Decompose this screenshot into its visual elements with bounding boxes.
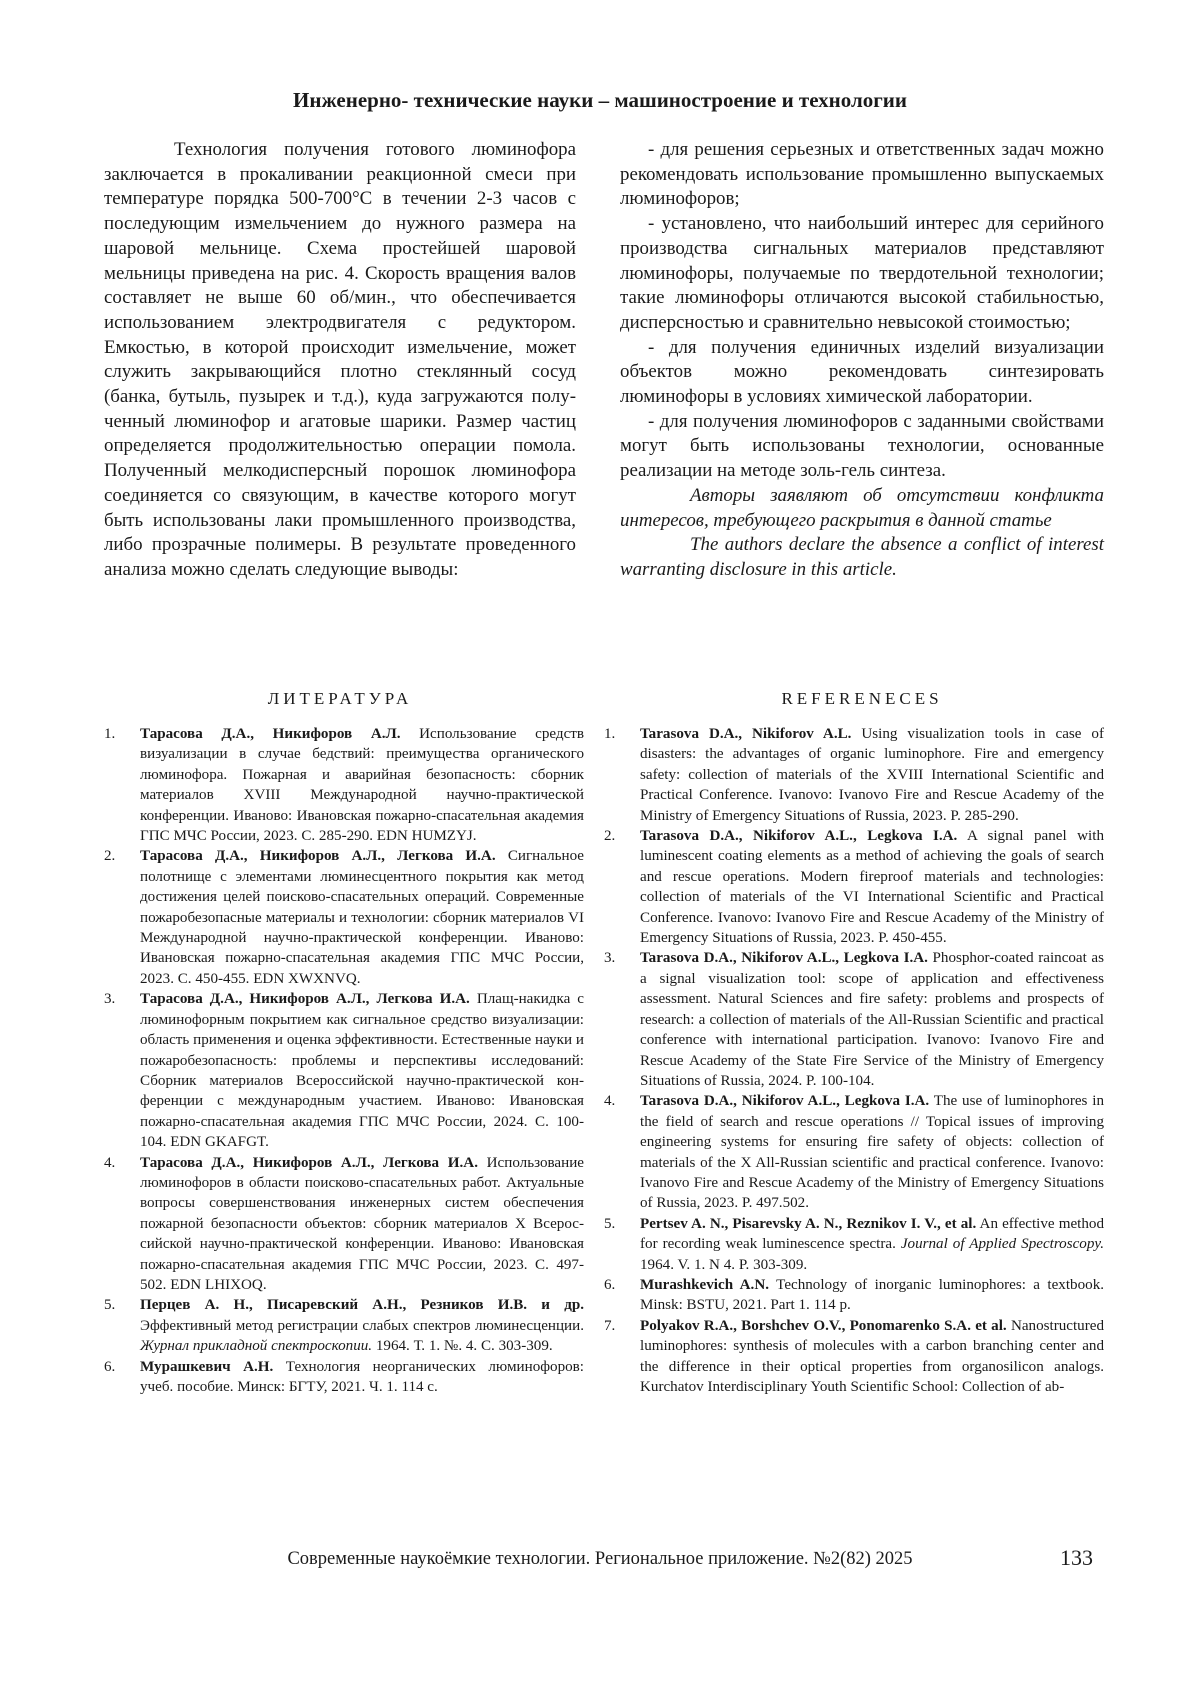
literature-item <box>104 1357 584 1398</box>
ref-journal: Journal of Applied Spectroscopy. <box>900 1236 1105 1253</box>
ref-number: 2. <box>104 848 116 865</box>
page-number: 133 <box>1060 1545 1093 1570</box>
ref-text-tail: 1964. V. 1. N 4. P. 303-309. <box>640 1256 808 1273</box>
ref-text: An effective method for recording weak luminescence spectra. <box>640 1215 1104 1253</box>
ref-number: 3. <box>104 991 116 1008</box>
literature-list <box>104 724 584 1397</box>
journal-footer: Современные наукоёмкие технологии. Региональное приложение. №2(82) 2025 <box>287 1549 913 1569</box>
ref-authors: Мурашкевич А.Н. <box>140 1358 274 1375</box>
conclusion-item: - для решения серьезных и ответственных задач можно рекомендовать использование промышленно выпускаемых люминофоров; <box>620 139 1104 210</box>
ref-text: Сигнальное полотнище с элементами люминесцентного покрытия как метод достижения целей поисково-спасательных операций. Современные пожаробезопасные материалы и технологии: сборник материалов VI Международной научно-практической конференции. Иваново: Ивановская пожарно-спасательная академия ГПС МЧС России, 2023. С. 450-455. EDN XWXNVQ. <box>140 848 584 987</box>
ref-text: Плащ-накидка с люминофорным покрытием как сигнальное средство визуализации: область применения и оценка эффективности. Естественные науки и пожаробезопасность: проблемы и перспективы исследований: Сборник материалов Всероссийской научно-практической конференции с международным участием. Иваново: Ивановская пожарно-спасательная академия ГПС МЧС России, 2024. С. 100-104. EDN GKAFGT. <box>140 991 584 1151</box>
ref-authors: Tarasova D.A., Nikiforov A.L. <box>640 726 852 742</box>
conclusion-item: - установлено, что наибольший интерес для серийного производства сигнальных материалов представляют люминофоры, получаемые по твердотельной технологии; такие люминофоры отличаются высокой стабильностью, дисперсностью и сравнительно невысокой стоимостью; <box>620 213 1104 333</box>
ref-authors: Тарасова Д.А., Никифоров А.Л. <box>140 726 401 742</box>
ref-text: Технология неорганических люминофоров: учеб. пособие. Минск: БГТУ, 2021. Ч. 1. 114 с. <box>140 1358 584 1395</box>
ref-text: Nanostructured luminophores: synthesis of molecules with a carbon branching center and the difference in their optical properties from organosilicon analogs. Kurchatov Interdisciplinary Youth Scientific School: Collection of ab- <box>640 1317 1104 1395</box>
conflict-statement-ru: Авторы заявляют об отсутствии конфликта интересов, требующего раскрытия в данной статье <box>620 484 1104 531</box>
ref-number: 3. <box>604 950 616 967</box>
reference-item <box>604 1091 1104 1213</box>
body-right-column <box>620 138 1104 583</box>
conclusion-item: - для получения единичных изделий визуализации объектов можно рекомендовать синтезировать люминофоры в условиях химической лаборатории. <box>620 336 1104 408</box>
ref-text: Phosphor-coated raincoat as a signal visualization tool: scope of application and effectiveness assessment. Natural Sciences and fire safety: problems and prospects of research: a collection of materials of the All-Russian Scientific and practical conference with international participation. Ivanovo: Ivanovo Fire and Rescue Academy of the State Fire Service of the Ministry of Emergency Situations of Russia, 2024. P. 100-104. <box>640 950 1104 1089</box>
ref-number: 1. <box>604 726 616 742</box>
ref-number: 6. <box>104 1358 116 1375</box>
reference-item <box>604 1275 1104 1316</box>
ref-text: Эффективный метод регистрации слабых спектров люминесценции. <box>140 1317 584 1334</box>
ref-authors: Murashkevich A.N. <box>640 1276 770 1293</box>
ref-authors: Tarasova D.A., Nikiforov A.L., Legkova I.A. <box>640 828 958 845</box>
ref-authors: Тарасова Д.А., Никифоров А.Л., Легкова И.А. <box>140 991 470 1008</box>
ref-authors: Перцев А. Н., Писаревский А.Н., Резников И.В. и др. <box>140 1297 584 1314</box>
running-header: Инженерно- технические науки – машиностроение и технологии <box>293 88 907 112</box>
reference-item <box>604 826 1104 948</box>
ref-number: 7. <box>604 1317 616 1334</box>
reference-item <box>604 948 1104 1091</box>
conclusion-item: - для получения люминофоров с заданными свойствами могут быть использованы технологии, основанные реализации на методе золь-гель синтеза. <box>620 410 1104 482</box>
literature-heading: ЛИТЕРАТУРА <box>267 689 413 708</box>
reference-item <box>604 724 1104 826</box>
ref-text-tail: 1964. Т. 1. №. 4. С. 303-309. <box>372 1338 553 1355</box>
ref-text: Technology of inorganic luminophores: a textbook. Minsk: BSTU, 2021. Part 1. 114 p. <box>640 1276 1105 1314</box>
conflict-statement-en: The authors declare the absence a conflict of interest warranting disclosure in this article. <box>620 534 1104 580</box>
literature-item <box>104 724 584 846</box>
literature-item <box>104 989 584 1152</box>
ref-authors: Тарасова Д.А., Никифоров А.Л., Легкова И.А. <box>140 848 496 865</box>
ref-number: 4. <box>604 1093 616 1110</box>
ref-number: 6. <box>604 1276 616 1293</box>
ref-authors: Тарасова Д.А., Никифоров А.Л., Легкова И.А. <box>140 1154 478 1171</box>
ref-text: Использование средств визуализации в случае бедствий: преимущества органического люминофора. Пожарная и аварийная безопасность: сборник материалов XVIII Международной научно-практической конференции. Иваново: Ивановская пожарно-спасательная академия ГПС МЧС России, 2023. С. 285-290. EDN HUMZYJ. <box>140 726 584 845</box>
ref-authors: Polyakov R.A., Borshchev O.V., Ponomarenko S.A. et al. <box>640 1317 1007 1334</box>
ref-journal: Журнал прикладной спектроскопии. <box>140 1338 373 1355</box>
ref-authors: Pertsev A. N., Pisarevsky A. N., Reznikov I. V., et al. <box>640 1215 977 1232</box>
ref-text: A signal panel with luminescent coating elements as a method of achieving the goals of search and rescue operations. Modern fireproof materials and technologies: collection of materials of the VI International Scientific and Practical Conference. Ivanovo: Ivanovo Fire and Rescue Academy of the Ministry of Emergency Situations of Russia, 2023. P. 450-455. <box>640 828 1104 947</box>
literature-item <box>104 1153 584 1296</box>
body-left-column <box>104 138 576 583</box>
ref-text: Использование люминофоров в области поисково-спасательных работ. Актуальные вопросы совершенствования инженерных систем обеспечения пожарной безопасности объектов: сборник материалов X Всероссийской научно-практической конференции. Иваново: Ивановская пожарно-спасательная академия ГПС МЧС России, 2023. С. 497-502. EDN LHIXOQ. <box>140 1154 584 1293</box>
ref-number: 5. <box>104 1297 116 1314</box>
ref-text: Using visualization tools in case of disasters: the advantages of organic luminophore. Fire and emergency safety: collection of materials of the XVIII International Scientific and Practical Conference. Ivanovo: Ivanovo Fire and Rescue Academy of the Ministry of Emergency Situations of Russia, 2023. P. 285-290. <box>640 726 1104 824</box>
literature-item <box>104 1295 584 1356</box>
literature-item <box>104 846 584 989</box>
ref-text: The use of luminophores in the field of search and rescue operations // Topical issues of improving engineering systems for ensuring fire safety of objects: collection of materials of the X All-Russian scientific and practical conference. Ivanovo: Ivanovo Fire and Rescue Academy of the Ministry of Emergency Situations of Russia, 2023. P. 497.502. <box>640 1093 1104 1212</box>
ref-authors: Tarasova D.A., Nikiforov A.L., Legkova I.A. <box>640 950 928 967</box>
ref-number: 5. <box>604 1215 616 1232</box>
references-list <box>604 724 1104 1397</box>
references-heading: REFERENECES <box>781 689 943 708</box>
ref-number: 1. <box>104 726 116 742</box>
ref-number: 4. <box>104 1154 116 1171</box>
ref-authors: Tarasova D.A., Nikiforov A.L., Legkova I.A. <box>640 1093 930 1110</box>
ref-number: 2. <box>604 828 616 845</box>
reference-item <box>604 1214 1104 1275</box>
reference-item <box>604 1316 1104 1398</box>
body-paragraph: Технология получения готового люминофора заключается в прокаливании реакционной смеси при температуре порядка 500-700°С в течении 2-3 часов с последующим измельчением до нужного размера на шаровой мельнице. Схема простейшей шаровой мельницы приведена на рис. 4. Скорость вращения валов составляет не выше 60 об/мин., что обеспечивается использованием электродвигателя с редуктором. Емкостью, в которой происходит измельчение, может служить закрывающийся плотно стеклянный сосуд (банка, бутыль, пузырек и т.д.), куда загружаются полученный люминофор и агатовые шарики. Размер частиц определяется продолжительностью операции помола. Полученный мелкодисперсный порошок люминофора соединяется со связующим, в качестве которого могут быть использованы лаки промышленного производства, либо прозрачные полимеры. В результате проведенного анализа можно сделать следующие выводы: <box>104 139 576 580</box>
